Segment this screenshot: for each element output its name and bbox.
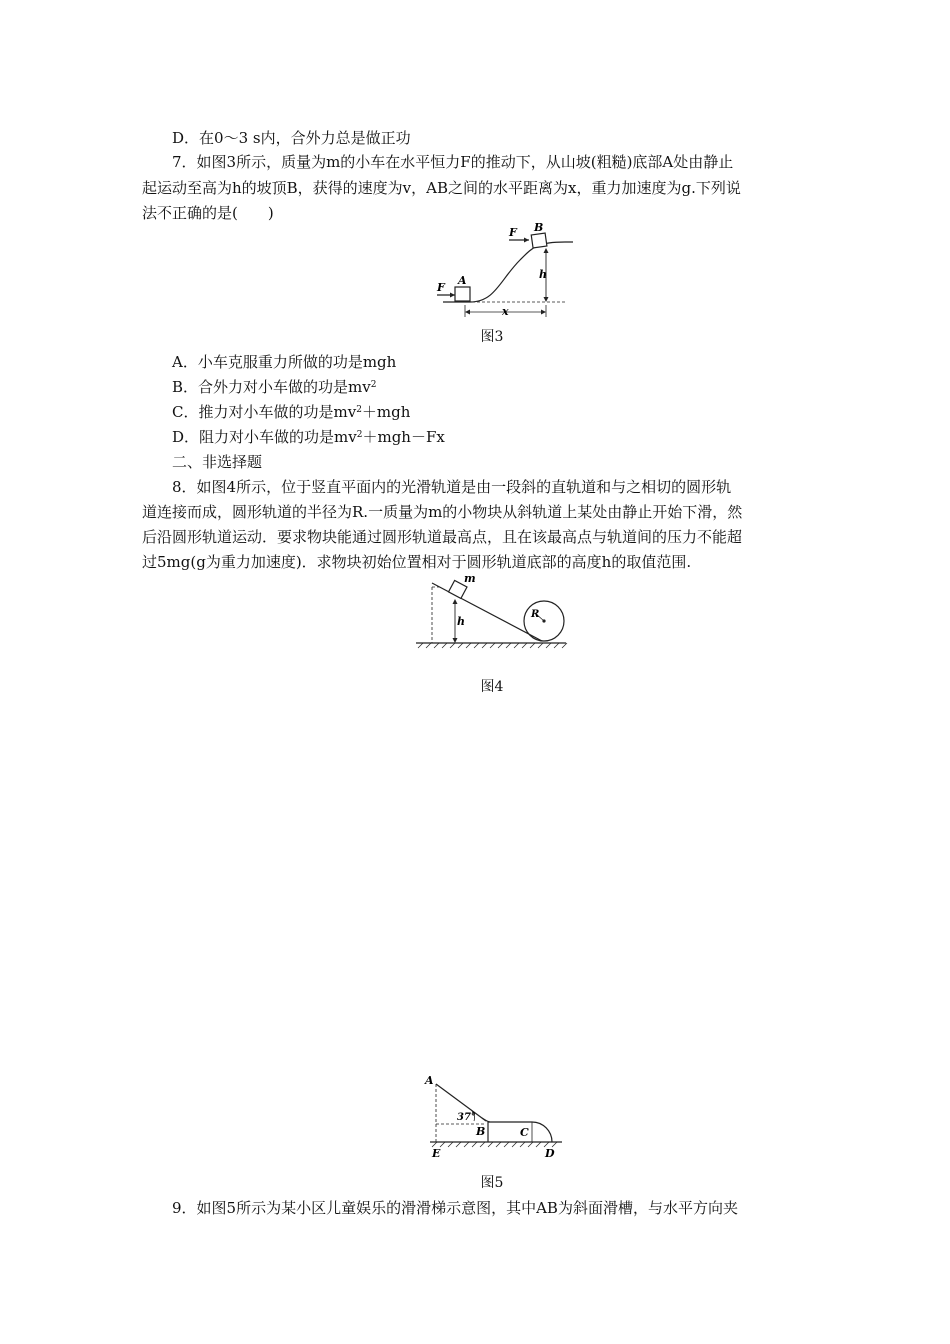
q8-stem-line2: 道连接而成，圆形轨道的半径为R.一质量为m的小物块从斜轨道上某处由静止开始下滑，然 (142, 503, 743, 521)
q8-stem-line1: 8．如图4所示，位于竖直平面内的光滑轨道是由一段斜的直轨道和与之相切的圆形轨 (172, 478, 732, 496)
fig5-label-b: B (476, 1125, 486, 1138)
q7-stem-line1: 7．如图3所示，质量为m的小车在水平恒力F的推动下，从山坡(粗糙)底部A处由静止 (172, 153, 734, 171)
figure-5-diagram (424, 1072, 564, 1162)
fig4-label-m: m (464, 572, 476, 585)
q9-stem-line1: 9．如图5所示为某小区儿童娱乐的滑滑梯示意图，其中AB为斜面滑槽，与水平方向夹 (172, 1199, 738, 1217)
fig5-label-a: A (425, 1074, 434, 1087)
fig5-label-c: C (520, 1126, 529, 1139)
q7-option-a: A．小车克服重力所做的功是mgh (172, 353, 397, 371)
fig5-label-d: D (545, 1147, 555, 1160)
fig3-label-f-lower: F (437, 281, 445, 294)
fig3-label-b: B (534, 221, 544, 234)
q7-option-d (172, 425, 445, 449)
section-2-heading: 二、非选择题 (172, 453, 263, 471)
q7-stem-line3: 法不正确的是( ) (142, 204, 274, 222)
fig5-label-angle: 37° (457, 1112, 476, 1123)
fig4-label-r: R (531, 609, 540, 620)
figure-5-caption: 图5 (480, 1175, 504, 1191)
q7-option-b-sup: 2 (370, 380, 377, 390)
fig3-label-f-upper: F (509, 226, 517, 239)
q7-option-d-text: D．阻力对小车做的功是mv (172, 428, 357, 446)
q6-option-d: D．在0～3 s内，合外力总是做正功 (172, 129, 411, 147)
q7-option-c-sup: 2 (356, 405, 362, 415)
fig3-label-h: h (539, 268, 547, 281)
q8-stem-line4: 过5mg(g为重力加速度)．求物块初始位置相对于圆形轨道底部的高度h的取值范围. (142, 553, 692, 571)
q8-stem-line3: 后沿圆形轨道运动．要求物块能通过圆形轨道最高点，且在该最高点与轨道间的压力不能超 (142, 528, 743, 546)
q7-option-b (172, 375, 376, 399)
fig4-label-h: h (457, 615, 465, 628)
fig5-label-e: E (432, 1147, 441, 1160)
q7-stem-line2: 起运动至高为h的坡顶B，获得的速度为v，AB之间的水平距离为x，重力加速度为g.下列说 (142, 179, 741, 197)
figure-3-caption: 图3 (480, 329, 504, 345)
q7-option-c-rest: ＋mgh (361, 403, 411, 421)
fig3-label-x: x (502, 305, 509, 318)
figure-3-diagram (425, 220, 585, 320)
q7-option-b-text: B．合外力对小车做的功是mv (172, 378, 371, 396)
figure-4-caption: 图4 (480, 679, 504, 695)
q7-option-c-text: C．推力对小车做的功是mv (172, 403, 357, 421)
q7-option-d-sup: 2 (356, 430, 363, 440)
q7-option-c (172, 400, 410, 424)
figure-4-diagram (414, 573, 574, 653)
fig3-label-a: A (458, 274, 467, 287)
q7-option-d-rest: ＋mgh－Fx (362, 428, 445, 446)
